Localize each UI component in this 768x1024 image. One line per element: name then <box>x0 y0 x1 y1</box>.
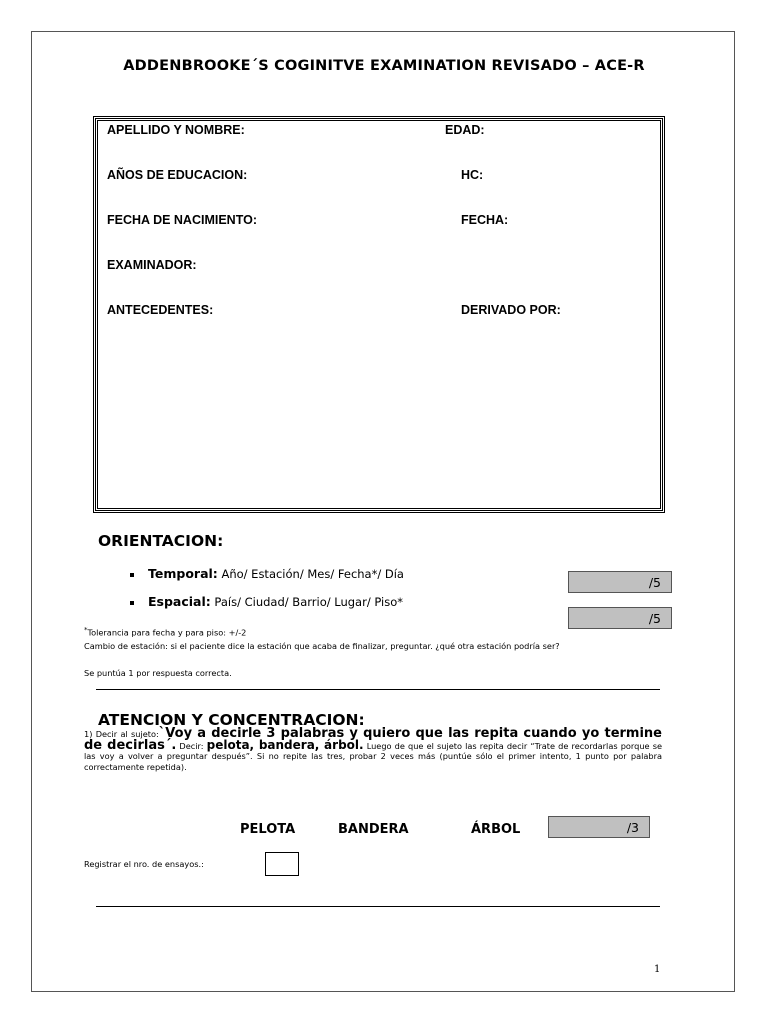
score-atencion: /3 <box>548 816 650 838</box>
field-nacimiento: FECHA DE NACIMIENTO: <box>107 213 257 227</box>
instr-rest: Luego de que el sujeto las repita decir “Trate de recordarlas porque se las voy a volver a preguntar después”. Si no repite las tres, probar 2 veces más (puntúe sólo el primer intento, 1 punto por palabra correctamente repetida). <box>84 740 663 772</box>
field-hc: HC: <box>461 168 484 182</box>
temporal-label: Temporal: <box>148 566 218 581</box>
word-pelota: PELOTA <box>240 822 296 837</box>
field-educacion: AÑOS DE EDUCACION: <box>107 168 248 182</box>
atencion-instructions <box>84 726 663 772</box>
ensayos-box[interactable] <box>265 852 299 876</box>
bullet-icon <box>130 573 134 577</box>
espacial-label: Espacial: <box>148 594 211 609</box>
score-espacial: /5 <box>568 607 672 629</box>
registrar-label: Registrar el nro. de ensayos.: <box>84 859 204 869</box>
atencion-heading: ATENCION Y CONCENTRACION: <box>98 711 365 729</box>
field-examinador: EXAMINADOR: <box>107 258 197 272</box>
field-edad: EDAD: <box>445 123 485 137</box>
note-estacion: Cambio de estación: si el paciente dice la estación que acaba de finalizar, preguntar. ¿qué otra estación podría ser? <box>84 641 560 651</box>
note-star: * <box>84 626 88 634</box>
instr-decir: Decir: <box>176 740 207 751</box>
instr-quote: `Voy a decirle 3 palabras y quiero que las repita cuando yo termine de decirlas´. <box>84 726 662 753</box>
divider <box>96 689 660 690</box>
word-bandera: BANDERA <box>338 822 409 837</box>
temporal-text: Año/ Estación/ Mes/ Fecha*/ Día <box>217 567 404 581</box>
espacial-item <box>130 594 403 609</box>
page-number: 1 <box>654 964 661 975</box>
espacial-text: País/ Ciudad/ Barrio/ Lugar/ Piso* <box>210 595 404 609</box>
instr-prefix: 1) Decir al sujeto: <box>84 729 159 739</box>
orientacion-heading: ORIENTACION: <box>98 532 224 550</box>
word-arbol: ÁRBOL <box>471 822 521 837</box>
field-antecedentes: ANTECEDENTES: <box>107 303 214 317</box>
temporal-item <box>130 566 404 581</box>
document-title: ADDENBROOKE´S COGINITVE EXAMINATION REVISADO – ACE-R <box>123 58 645 74</box>
bullet-icon <box>130 601 134 605</box>
instr-words: pelota, bandera, árbol. <box>206 737 364 752</box>
score-temporal: /5 <box>568 571 672 593</box>
divider-bottom <box>96 906 660 907</box>
note-tolerancia-text: Tolerancia para fecha y para piso: +/-2 <box>87 627 247 638</box>
note-puntua: Se puntúa 1 por respuesta correcta. <box>84 668 232 678</box>
field-derivado: DERIVADO POR: <box>461 303 561 317</box>
field-apellido: APELLIDO Y NOMBRE: <box>107 123 245 137</box>
note-tolerancia <box>84 626 246 638</box>
field-fecha: FECHA: <box>461 213 509 227</box>
